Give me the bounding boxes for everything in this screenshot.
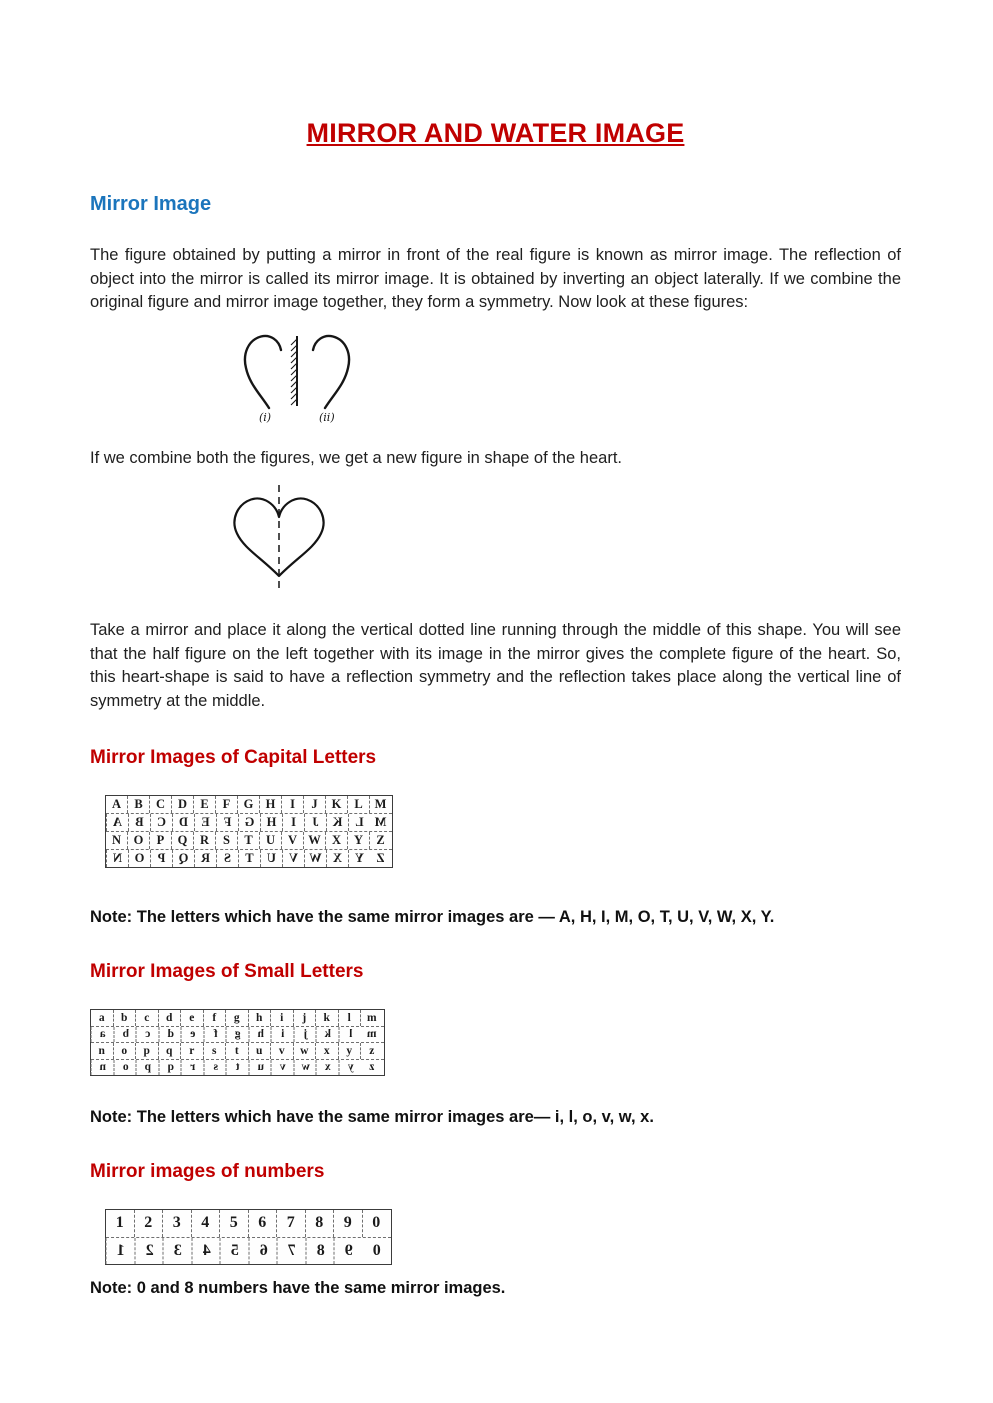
mirrored-glyph-cell: 9 [334, 1238, 363, 1265]
heart-diagram [218, 482, 340, 594]
mirrored-glyph-cell: M [374, 815, 387, 829]
glyph-cell: Y [348, 832, 370, 849]
glyph-cell: 7 [277, 1210, 306, 1237]
mirrored-glyph-cell: S [216, 850, 238, 867]
note-numbers: Note: 0 and 8 numbers have the same mirror images. [90, 1279, 506, 1297]
glyph-cell: j [294, 1010, 317, 1026]
glyph-cell: Z [376, 833, 385, 847]
mirrored-glyph-cell: g [226, 1027, 249, 1043]
right-half-heart-shape [313, 335, 349, 407]
figure-label-ii: (ii) [319, 410, 335, 423]
small_letters-mirrored-row [91, 1027, 384, 1044]
glyph-cell: D [172, 796, 194, 813]
note-small-letters: Note: The letters which have the same mirror images are— i, l, o, v, w, x. [90, 1108, 654, 1126]
glyph-cell: B [128, 796, 150, 813]
mirrored-glyph-cell: I [282, 814, 304, 831]
mirrored-glyph-cell: q [159, 1060, 182, 1076]
glyph-cell: i [271, 1010, 294, 1026]
glyph-cell: U [260, 832, 282, 849]
small_letters-row [91, 1043, 384, 1060]
glyph-cell: 2 [135, 1210, 164, 1237]
glyph-cell: A [106, 796, 128, 813]
glyph-cell: G [238, 796, 260, 813]
glyph-cell: v [271, 1043, 294, 1059]
glyph-cell: z [369, 1044, 375, 1057]
figure-heart-with-symmetry-line [218, 482, 901, 599]
mirrored-glyph-cell: t [226, 1060, 249, 1076]
small_letters-row [91, 1010, 384, 1027]
section-heading-mirror-image: Mirror Image [90, 193, 212, 215]
mirrored-glyph-cell: r [181, 1060, 204, 1076]
small_letters-mirrored-row [91, 1060, 384, 1076]
mirrored-glyph-cell: j [294, 1027, 317, 1043]
mirrored-glyph-cell: B [128, 814, 150, 831]
glyph-cell: F [216, 796, 238, 813]
glyph-cell: S [216, 832, 238, 849]
numbers-mirrored-row [106, 1238, 391, 1265]
glyph-cell: o [114, 1043, 137, 1059]
glyph-cell: K [326, 796, 348, 813]
mirrored-glyph-cell: l [339, 1027, 362, 1043]
glyph-cell: a [91, 1010, 114, 1026]
mirrored-glyph-cell: G [238, 814, 260, 831]
section-heading-numbers: Mirror images of numbers [90, 1161, 325, 1182]
mirror-line [291, 336, 297, 406]
mirrored-glyph-cell: 8 [306, 1238, 335, 1265]
glyph-cell: k [316, 1010, 339, 1026]
mirrored-glyph-cell: D [172, 814, 194, 831]
glyph-cell: x [316, 1043, 339, 1059]
mirrored-glyph-cell: T [238, 850, 260, 867]
section-heading-capital-letters: Mirror Images of Capital Letters [90, 747, 377, 768]
glyph-cell: u [249, 1043, 272, 1059]
mirrored-glyph-cell: U [260, 850, 282, 867]
mirrored-glyph-cell: c [136, 1027, 159, 1043]
mirrored-glyph-cell: 3 [163, 1238, 192, 1265]
mirrored-glyph-cell: w [294, 1060, 317, 1076]
section-heading-small-letters: Mirror Images of Small Letters [90, 961, 364, 982]
glyph-cell: t [226, 1043, 249, 1059]
mirrored-glyph-cell: h [249, 1027, 272, 1043]
mirrored-glyph-cell: X [326, 850, 348, 867]
mirrored-glyph-cell: e [181, 1027, 204, 1043]
glyph-cell: c [136, 1010, 159, 1026]
glyph-cell: l [339, 1010, 362, 1026]
glyph-cell: N [106, 832, 128, 849]
glyph-cell: 0 [372, 1214, 381, 1232]
mirrored-glyph-cell: 5 [220, 1238, 249, 1265]
glyph-cell: q [159, 1043, 182, 1059]
mirrored-glyph-cell: W [304, 850, 326, 867]
mirrored-glyph-cell: V [282, 850, 304, 867]
mirrored-glyph-cell: d [159, 1027, 182, 1043]
glyph-cell: P [150, 832, 172, 849]
mirrored-glyph-cell: L [348, 814, 370, 831]
glyph-cell: 9 [334, 1210, 363, 1237]
glyph-cell: L [348, 796, 370, 813]
mirrored-glyph-cell: b [114, 1027, 137, 1043]
page-title: MIRROR AND WATER IMAGE [306, 118, 685, 148]
glyph-cell: g [226, 1010, 249, 1026]
glyph-cell: r [181, 1043, 204, 1059]
mirrored-glyph-cell: p [136, 1060, 159, 1076]
mirrored-glyph-cell: f [204, 1027, 227, 1043]
figure-half-hearts-with-mirror [235, 327, 901, 423]
glyph-cell: y [339, 1043, 362, 1059]
capital_letters-row [106, 832, 392, 850]
paragraph-mirror-image-intro: The figure obtained by putting a mirror in front of the real figure is known as mirror image. The reflection of object into the mirror is called its mirror image. It is obtained by inverting an object laterally. If we combine the original figure and mirror image together, they form a symmetry. Now look at these figures: [90, 246, 901, 311]
mirrored-glyph-cell: m [366, 1028, 377, 1041]
mirrored-glyph-cell: Q [172, 850, 194, 867]
glyph-cell: 5 [220, 1210, 249, 1237]
mirrored-glyph-cell: u [249, 1060, 272, 1076]
capital_letters-mirrored-row [106, 850, 392, 867]
mirrored-glyph-cell: H [260, 814, 282, 831]
mirrored-glyph-cell: k [316, 1027, 339, 1043]
glyph-cell: m [366, 1011, 377, 1024]
mirrored-glyph-cell: 1 [106, 1238, 135, 1265]
mirrored-glyph-cell: E [194, 814, 216, 831]
figure-label-i: (i) [259, 410, 272, 423]
glyph-cell: H [260, 796, 282, 813]
mirrored-glyph-cell: v [271, 1060, 294, 1076]
mirrored-glyph-cell: K [326, 814, 348, 831]
glyph-cell: d [159, 1010, 182, 1026]
glyph-cell: Q [172, 832, 194, 849]
glyph-cell: n [91, 1043, 114, 1059]
glyph-cell: b [114, 1010, 137, 1026]
glyph-cell: w [294, 1043, 317, 1059]
glyph-cell: J [304, 796, 326, 813]
mirrored-glyph-cell: N [106, 850, 128, 867]
glyph-cell: 3 [163, 1210, 192, 1237]
mirrored-glyph-cell: 6 [249, 1238, 278, 1265]
mirrored-glyph-cell: Y [348, 850, 370, 867]
capital_letters-mirrored-row [106, 814, 392, 832]
glyph-cell: 8 [306, 1210, 335, 1237]
glyph-cell: I [282, 796, 304, 813]
glyph-cell: e [181, 1010, 204, 1026]
paragraph-take-a-mirror: Take a mirror and place it along the vertical dotted line running through the middle of this shape. You will see that the half figure on the left together with its image in the mirror gives the complete figure of the heart. So, this heart-shape is said to have a reflection symmetry and the reflection takes place along the vertical line of symmetry at the middle. [90, 621, 901, 710]
mirrored-glyph-cell: a [91, 1027, 114, 1043]
glyph-cell: V [282, 832, 304, 849]
capital_letters-row [106, 796, 392, 814]
glyph-cell: W [304, 832, 326, 849]
left-half-heart-shape [245, 335, 281, 407]
mirrored-glyph-cell: o [114, 1060, 137, 1076]
glyph-cell: s [204, 1043, 227, 1059]
mirrored-glyph-cell: R [194, 850, 216, 867]
glyph-cell: X [326, 832, 348, 849]
numbers-mirror-table [105, 1209, 392, 1265]
mirrored-glyph-cell: Z [376, 851, 385, 865]
mirrored-glyph-cell: 2 [135, 1238, 164, 1265]
mirrored-glyph-cell: F [216, 814, 238, 831]
mirrored-glyph-cell: z [369, 1061, 375, 1074]
glyph-cell: R [194, 832, 216, 849]
paragraph-combine-figures: If we combine both the figures, we get a new figure in shape of the heart. [90, 448, 622, 467]
glyph-cell: M [374, 797, 387, 811]
glyph-cell: O [128, 832, 150, 849]
mirrored-glyph-cell: 7 [277, 1238, 306, 1265]
glyph-cell: p [136, 1043, 159, 1059]
glyph-cell: f [204, 1010, 227, 1026]
mirrored-glyph-cell: J [304, 814, 326, 831]
mirrored-glyph-cell: y [339, 1060, 362, 1076]
note-capital-letters: Note: The letters which have the same mirror images are — A, H, I, M, O, T, U, V, W, X, Y. [90, 908, 775, 926]
half-hearts-diagram [235, 327, 359, 423]
mirrored-glyph-cell: 4 [192, 1238, 221, 1265]
glyph-cell: 4 [192, 1210, 221, 1237]
mirrored-glyph-cell: C [150, 814, 172, 831]
mirrored-glyph-cell: P [150, 850, 172, 867]
numbers-row [106, 1210, 391, 1238]
mirrored-glyph-cell: s [204, 1060, 227, 1076]
glyph-cell: h [249, 1010, 272, 1026]
mirrored-glyph-cell: A [106, 814, 128, 831]
capital-letters-mirror-table [105, 795, 393, 868]
glyph-cell: 6 [249, 1210, 278, 1237]
glyph-cell: C [150, 796, 172, 813]
mirrored-glyph-cell: 0 [372, 1241, 381, 1259]
glyph-cell: 1 [106, 1210, 135, 1237]
mirrored-glyph-cell: i [271, 1027, 294, 1043]
glyph-cell: E [194, 796, 216, 813]
mirrored-glyph-cell: O [128, 850, 150, 867]
mirrored-glyph-cell: n [91, 1060, 114, 1076]
small-letters-mirror-table [90, 1009, 385, 1076]
mirrored-glyph-cell: x [316, 1060, 339, 1076]
glyph-cell: T [238, 832, 260, 849]
